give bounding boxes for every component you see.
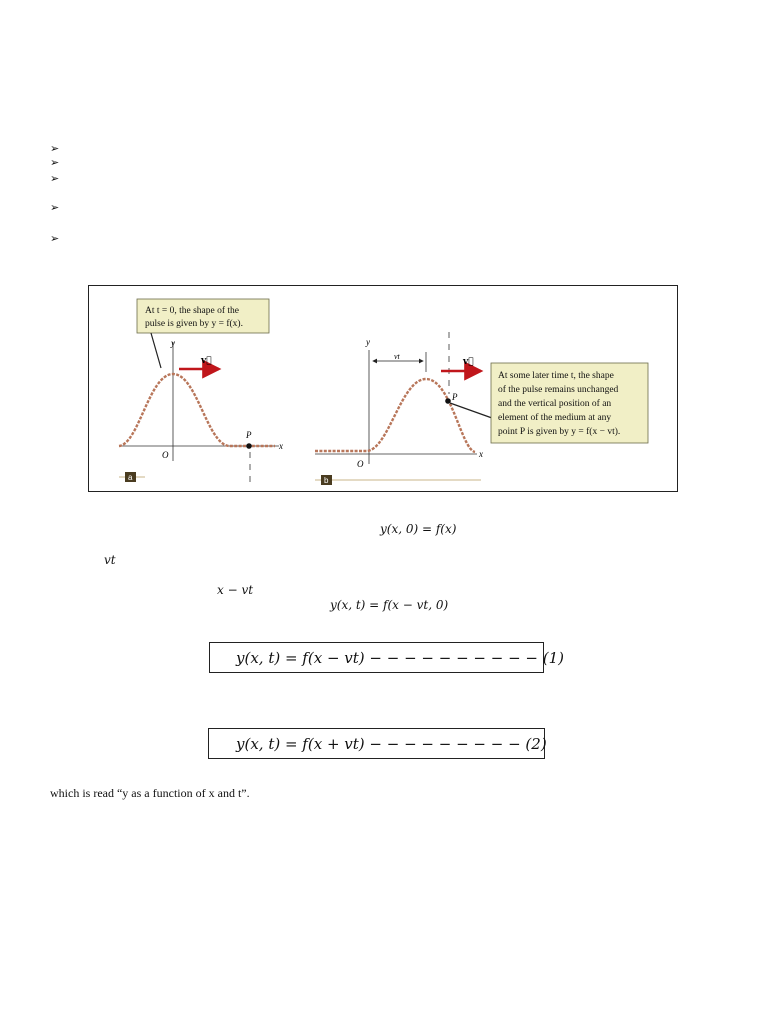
callout-b-text: element of the medium at any [498,413,612,423]
pulse-curve-a [119,374,275,446]
point-p-label-b: P [452,392,458,402]
term-x-minus-vt: x − vt [217,583,254,597]
point-p-a [246,443,252,449]
callout-a-text: pulse is given by y = f(x). [145,319,243,329]
panel-tag-label-a: a [128,473,133,482]
bullet-marker: ➢ [50,173,60,185]
panel-tag-label-b: b [324,476,329,485]
callout-a-text: At t = 0, the shape of the [145,306,240,316]
pulse-figure [88,285,678,492]
equation-box-1 [209,642,565,673]
bullet-marker: ➢ [50,157,60,169]
equation-box-2 [208,728,545,759]
point-p-label-a: P [246,430,252,440]
callout-b-text: of the pulse remains unchanged [498,385,619,395]
callout-a-pointer [151,333,161,368]
equation-initial: y(x, 0) = f(x) [380,522,457,536]
y-axis-label-b: y [366,337,370,347]
term-vt: vt [104,553,116,567]
pulse-figure-svg [89,286,679,493]
bullet-marker: ➢ [50,233,60,245]
velocity-label-a: v⃗ [201,356,212,366]
bullet-marker: ➢ [50,202,60,214]
equation-1: y(x, t) = f(x − vt) − − − − − − − − − − (1) [236,649,565,667]
origin-label-a: O [162,450,169,460]
x-axis-label-a: x [279,441,283,451]
bullet-marker: ➢ [50,143,60,155]
pulse-curve-b [315,379,475,452]
y-axis-label-a: y [171,338,175,348]
callout-b-text: At some later time t, the shape [498,371,614,381]
callout-b-text: point P is given by y = f(x − vt). [498,427,621,437]
origin-label-b: O [357,459,364,469]
vt-dim-label: vt [394,352,400,361]
explanatory-note: which is read “y as a function of x and t”. [50,786,250,800]
equation-shifted: y(x, t) = f(x − vt, 0) [330,598,449,612]
equation-2: y(x, t) = f(x + vt) − − − − − − − − − (2) [236,735,547,753]
x-axis-label-b: x [479,449,483,459]
point-p-b [445,398,451,404]
velocity-label-b: v⃗ [463,357,474,367]
callout-b-text: and the vertical position of an [498,399,612,409]
